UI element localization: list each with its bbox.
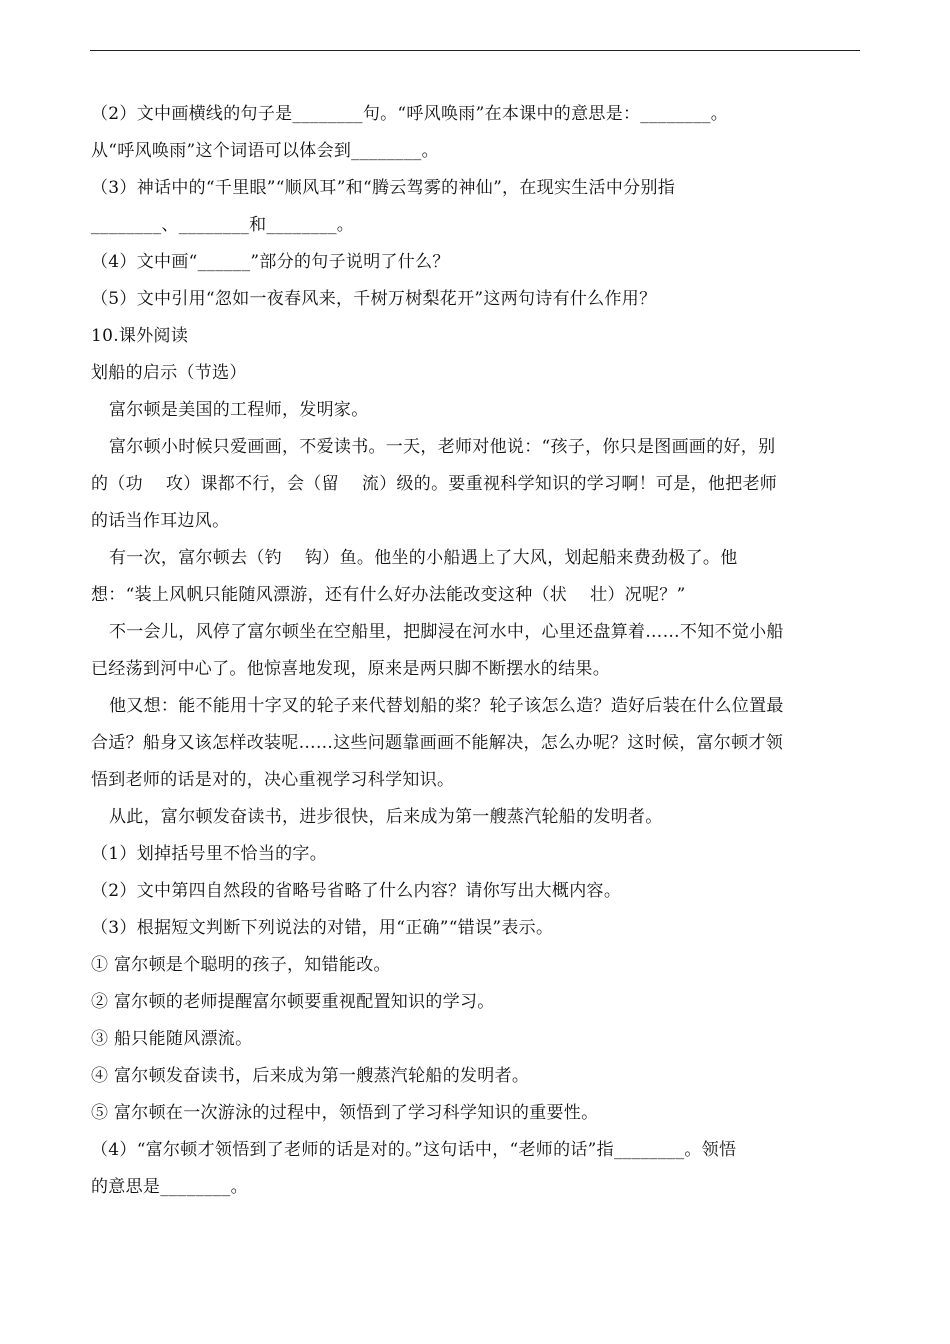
passage-paragraph-1: 富尔顿是美国的工程师，发明家。 bbox=[109, 400, 369, 420]
passage-paragraph-6: 从此，富尔顿发奋读书，进步很快，后来成为第一艘蒸汽轮船的发明者。 bbox=[109, 807, 663, 827]
statement-1: ① 富尔顿是个聪明的孩子，知错能改。 bbox=[91, 955, 391, 975]
question-9-2-line-1: （2）文中画横线的句子是________句。“呼风唤雨”在本课中的意思是：________。 bbox=[91, 104, 728, 124]
question-10-1: （1）划掉括号里不恰当的字。 bbox=[91, 844, 328, 864]
statement-4: ④ 富尔顿发奋读书，后来成为第一艘蒸汽轮船的发明者。 bbox=[91, 1066, 530, 1086]
statement-3: ③ 船只能随风漂流。 bbox=[91, 1029, 253, 1049]
header-rule bbox=[90, 50, 860, 51]
statement-2: ② 富尔顿的老师提醒富尔顿要重视配置知识的学习。 bbox=[91, 992, 495, 1012]
question-9-3-line-2: ________、________和________。 bbox=[91, 215, 355, 235]
question-10-2: （2）文中第四自然段的省略号省略了什么内容？请你写出大概内容。 bbox=[91, 881, 622, 901]
question-9-4: （4）文中画“______”部分的句子说明了什么？ bbox=[91, 252, 450, 272]
passage-paragraph-3-line-1: 有一次，富尔顿去（钓 钩）鱼。他坐的小船遇上了大风，划起船来费劲极了。他 bbox=[109, 548, 738, 568]
passage-paragraph-2-line-1: 富尔顿小时候只爱画画，不爱读书。一天，老师对他说：“孩子，你只是图画画的好，别 bbox=[109, 437, 776, 457]
passage-paragraph-2-line-3: 的话当作耳边风。 bbox=[91, 511, 230, 531]
question-10-heading: 10.课外阅读 bbox=[91, 326, 189, 346]
passage-paragraph-5-line-1: 他又想：能不能用十字叉的轮子来代替划船的桨？轮子该怎么造？造好后装在什么位置最 bbox=[109, 696, 784, 716]
question-9-2-line-2: 从“呼风唤雨”这个词语可以体会到________。 bbox=[91, 141, 439, 161]
question-10-4-line-2: 的意思是________。 bbox=[91, 1177, 248, 1197]
statement-5: ⑤ 富尔顿在一次游泳的过程中，领悟到了学习科学知识的重要性。 bbox=[91, 1103, 599, 1123]
passage-paragraph-4-line-1: 不一会儿，风停了富尔顿坐在空船里，把脚浸在河水中，心里还盘算着……不知不觉小船 bbox=[109, 622, 784, 642]
question-10-4-line-1: （4）“富尔顿才领悟到了老师的话是对的。”这句话中，“老师的话”指________。领悟 bbox=[91, 1140, 737, 1160]
passage-title: 划船的启示（节选） bbox=[91, 363, 247, 383]
passage-paragraph-5-line-3: 悟到老师的话是对的，决心重视学习科学知识。 bbox=[91, 770, 455, 790]
page-content bbox=[91, 96, 861, 1206]
passage-paragraph-3-line-2: 想：“装上风帆只能随风漂游，还有什么好办法能改变这种（状 壮）况呢？” bbox=[91, 585, 686, 605]
question-10-3: （3）根据短文判断下列说法的对错，用“正确”“错误”表示。 bbox=[91, 918, 554, 938]
passage-paragraph-2-line-2: 的（功 攻）课都不行，会（留 流）级的。要重视科学知识的学习啊！可是，他把老师 bbox=[91, 474, 778, 494]
question-9-3-line-1: （3）神话中的“千里眼”“顺风耳”和“腾云驾雾的神仙”，在现实生活中分别指 bbox=[91, 178, 676, 198]
passage-paragraph-4-line-2: 已经荡到河中心了。他惊喜地发现，原来是两只脚不断摆水的结果。 bbox=[91, 659, 610, 679]
passage-paragraph-5-line-2: 合适？船身又该怎样改装呢……这些问题靠画画不能解决，怎么办呢？这时候，富尔顿才领 bbox=[91, 733, 783, 753]
question-9-5: （5）文中引用“忽如一夜春风来，千树万树梨花开”这两句诗有什么作用？ bbox=[91, 289, 657, 309]
